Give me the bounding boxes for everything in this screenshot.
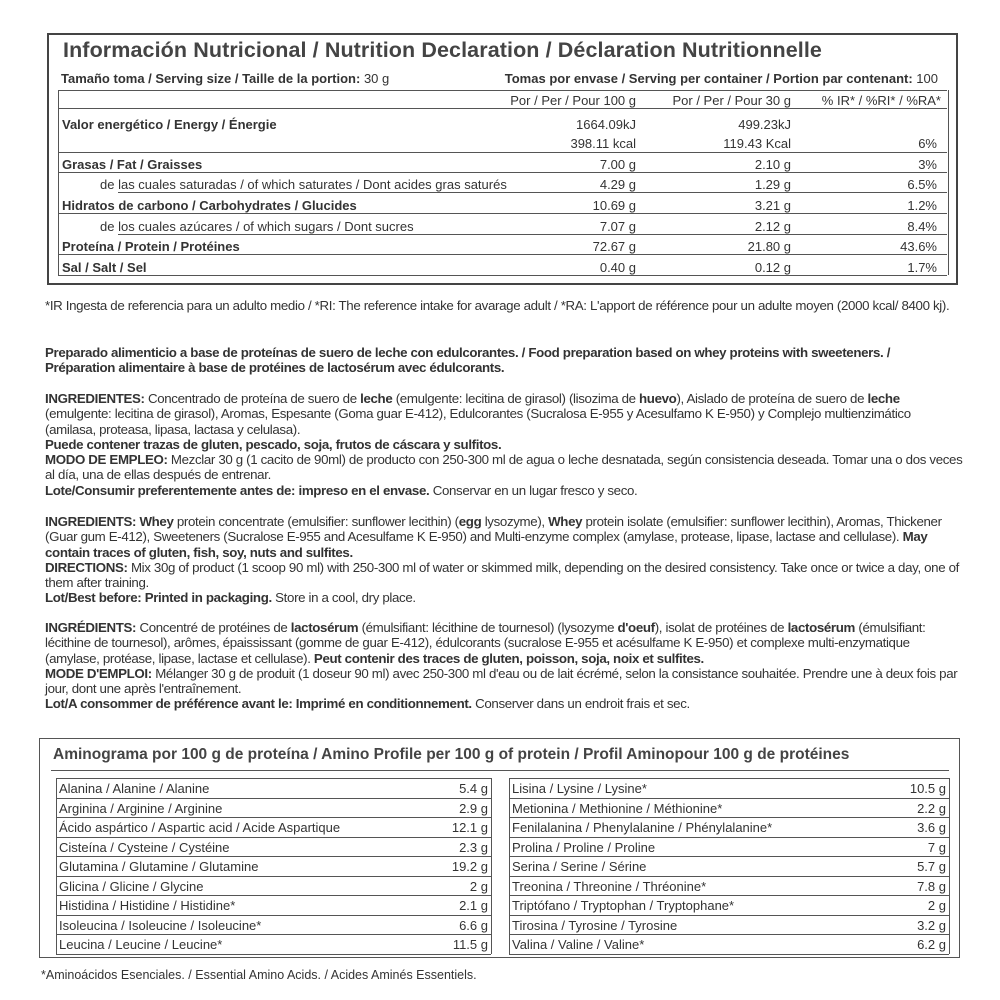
rule xyxy=(58,108,947,109)
amino-name-left-8: Leucina / Leucine / Leucine* xyxy=(59,937,223,952)
rule xyxy=(56,895,491,896)
row-fat-label: Grasas / Fat / Graisses xyxy=(62,157,203,172)
en-ingredients: INGREDIENTS: Whey protein concentrate (emulsifier: sunflower lecithin) (egg lysozyme), Whey protein isolate (emulsifier: sunflower lecithin), Aromas, Thickener (Guar gum E-412), Sweeteners (Sucralose E-955 and Acesulfame K E-950) and Multi-enzyme complex (amylase, protease, lipase, lactase and cellulase). May contain traces of gluten, fish, soy, nuts and sulfites. xyxy=(45,514,942,560)
amino-name-left-2: Ácido aspártico / Aspartic acid / Acide Aspartique xyxy=(59,820,341,835)
row-energy-kj-30g: 499.23kJ xyxy=(738,117,791,132)
preparation-statement: Preparado alimenticio a base de proteínas de suero de leche con edulcorantes. / Food preparation based on whey proteins with sweeteners. / Préparation alimentaire à base de protéines de lactosérum avec édulcorants. xyxy=(45,345,891,376)
row-carbs-label: Hidratos de carbono / Carbohydrates / Glucides xyxy=(62,198,357,213)
amino-value-left-4: 19.2 g xyxy=(451,859,488,874)
amino-value-right-4: 5.7 g xyxy=(917,859,946,874)
row-salt-30g: 0.12 g xyxy=(754,260,791,275)
row-carbs-ri: 1.2% xyxy=(907,198,937,213)
rule xyxy=(58,213,947,214)
amino-value-left-2: 12.1 g xyxy=(451,820,488,835)
rule xyxy=(509,837,949,838)
fr-lot: Lot/A consommer de préférence avant le: Imprimé en conditionnement. Conserver dans un endroit frais et sec. xyxy=(45,696,690,712)
rule xyxy=(118,192,947,193)
amino-name-left-6: Histidina / Histidine / Histidine* xyxy=(59,898,236,913)
serving-size: Tamaño toma / Serving size / Taille de la portion: 30 g xyxy=(61,71,390,86)
amino-value-left-6: 2.1 g xyxy=(459,898,488,913)
amino-name-left-0: Alanina / Alanine / Alanine xyxy=(59,781,210,796)
row-carbs-30g: 3.21 g xyxy=(754,198,791,213)
english-section xyxy=(45,514,963,606)
rule xyxy=(509,856,949,857)
col-header-100g: Por / Per / Pour 100 g xyxy=(510,93,636,108)
rule xyxy=(58,90,947,91)
servings-per-container: Tomas por envase / Serving per container / Portion par contenant: 100 xyxy=(504,71,938,86)
amino-value-left-5: 2 g xyxy=(469,878,488,894)
row-salt-ri: 1.7% xyxy=(907,260,937,275)
rule xyxy=(509,778,510,954)
rule xyxy=(949,778,950,954)
rule xyxy=(509,954,949,955)
amino-value-left-7: 6.6 g xyxy=(459,917,488,933)
row-fat-100g: 7.00 g xyxy=(599,157,636,172)
row-energy-ri: 6% xyxy=(918,136,937,151)
french-section xyxy=(45,620,963,712)
rule xyxy=(56,817,491,818)
amino-name-left-5: Glicina / Glicine / Glycine xyxy=(59,878,204,894)
amino-name-right-6: Triptófano / Tryptophan / Tryptophane* xyxy=(512,898,735,913)
row-salt-label: Sal / Salt / Sel xyxy=(62,260,147,275)
fr-ingredients: INGRÉDIENTS: Concentré de protéines de lactosérum (émulsifiant: lécithine de tournesol) (lysozyme d'oeuf), isolat de protéines de lactosérum (émulsifiant: lécithine de tournesol), arômes, épaississant (gomme de guar E-412), édulcorants (sucralose E-955 et acésulfame K E-950) et complexe multi-enzymatique (amylase, protéase, lipase, lactase et cellulase). Peut contenir des traces de gluten, poisson, soja, noix et sulfites. xyxy=(45,620,926,666)
row-energy-kj-100g: 1664.09kJ xyxy=(576,117,636,132)
rule xyxy=(56,856,491,857)
amino-value-right-7: 3.2 g xyxy=(917,917,946,933)
nutrition-title: Información Nutricional / Nutrition Declaration / Déclaration Nutritionnelle xyxy=(63,38,822,62)
fr-mode: MODE D'EMPLOI: Mélanger 30 g de produit (1 doseur 90 ml) avec 250-300 ml d'eau ou de lait écrémé, selon la consistance souhaitée. Prendre une à deux fois par jour, dont une après l'entraînement. xyxy=(45,665,958,697)
row-protein-ri: 43.6% xyxy=(900,239,937,254)
rule xyxy=(58,90,59,275)
amino-value-right-1: 2.2 g xyxy=(917,800,946,816)
row-fat-30g: 2.10 g xyxy=(754,157,791,172)
rule xyxy=(58,152,947,153)
row-sugars-ri: 8.4% xyxy=(907,219,937,234)
row-protein-label: Proteína / Protein / Protéines xyxy=(62,239,240,254)
rule xyxy=(509,798,949,799)
amino-name-left-4: Glutamina / Glutamine / Glutamine xyxy=(59,859,259,874)
reference-intake-note: *IR Ingesta de referencia para un adulto medio / *RI: The reference intake for avarage adult / *RA: L'apport de référence pour un adulte moyen (2000 kcal/ 8400 kj). xyxy=(45,298,950,313)
amino-name-right-5: Treonina / Threonine / Thréonine* xyxy=(512,878,707,894)
row-fat-ri: 3% xyxy=(918,157,937,172)
amino-name-right-1: Metionina / Methionine / Méthionine* xyxy=(512,800,723,816)
row-saturates-label: de las cuales saturadas / of which saturates / Dont acides gras saturés xyxy=(100,177,507,192)
amino-value-right-2: 3.6 g xyxy=(917,820,946,835)
row-protein-30g: 21.80 g xyxy=(747,239,791,254)
rule xyxy=(56,798,491,799)
amino-value-left-3: 2.3 g xyxy=(459,839,488,855)
amino-name-right-2: Fenilalanina / Phenylalanine / Phénylalanine* xyxy=(512,820,773,835)
es-ingredients: INGREDIENTES: Concentrado de proteína de suero de leche (emulgente: lecitina de girasol) (lisozima de huevo), Aislado de proteína de suero de leche (emulgente: lecitina de girasol), Aromas, Espesante (Goma guar E-412), Edulcorantes (Sucralosa E-955 y Acesulfamo K E-950) y Complejo multienzimático (amilasa, proteasa, lipasa, lactasa y celulasa). xyxy=(45,391,911,437)
row-energy-label: Valor energético / Energy / Énergie xyxy=(62,117,277,132)
amino-value-right-6: 2 g xyxy=(927,898,946,913)
col-header-ri: % IR* / %RI* / %RA* xyxy=(821,93,941,108)
es-lot: Lote/Consumir preferentemente antes de: impreso en el envase. Conservar en un lugar fresco y seco. xyxy=(45,482,638,498)
rule xyxy=(509,915,949,916)
spanish-section xyxy=(45,391,963,498)
amino-name-right-7: Tirosina / Tyrosine / Tyrosine xyxy=(512,917,678,933)
rule xyxy=(56,778,57,954)
rule xyxy=(51,770,949,771)
row-protein-100g: 72.67 g xyxy=(592,239,636,254)
rule xyxy=(58,275,947,276)
rule xyxy=(56,837,491,838)
en-directions: DIRECTIONS: Mix 30g of product (1 scoop 90 ml) with 250-300 ml of water or skimmed milk, depending on the desired consistency. Take once or twice a day, one of them after training. xyxy=(45,559,960,591)
amino-name-left-3: Cisteína / Cysteine / Cystéine xyxy=(59,839,230,855)
amino-name-right-3: Prolina / Proline / Proline xyxy=(512,839,656,855)
amino-profile-table xyxy=(39,738,960,958)
amino-title: Aminograma por 100 g de proteína / Amino Profile per 100 g of protein / Profil Aminopour 100 g de protéines xyxy=(53,746,850,763)
row-saturates-100g: 4.29 g xyxy=(599,177,636,192)
rule xyxy=(491,778,492,954)
amino-value-right-3: 7 g xyxy=(927,839,946,855)
row-sugars-100g: 7.07 g xyxy=(599,219,636,234)
amino-name-right-0: Lisina / Lysine / Lysine* xyxy=(512,781,647,796)
row-saturates-30g: 1.29 g xyxy=(754,177,791,192)
amino-value-left-8: 11.5 g xyxy=(452,937,488,952)
row-saturates-ri: 6.5% xyxy=(907,177,937,192)
rule xyxy=(58,254,947,255)
amino-name-left-7: Isoleucina / Isoleucine / Isoleucine* xyxy=(59,917,262,933)
rule xyxy=(509,895,949,896)
amino-value-left-1: 2.9 g xyxy=(459,800,488,816)
row-carbs-100g: 10.69 g xyxy=(592,198,636,213)
en-lot: Lot/Best before: Printed in packaging. Store in a cool, dry place. xyxy=(45,590,416,606)
rule xyxy=(509,817,949,818)
rule xyxy=(56,934,491,935)
amino-value-right-8: 6.2 g xyxy=(917,937,946,952)
row-sugars-30g: 2.12 g xyxy=(754,219,791,234)
row-sugars-label: de los cuales azúcares / of which sugars / Dont sucres xyxy=(100,219,414,234)
rule xyxy=(509,778,949,779)
amino-name-right-8: Valina / Valine / Valine* xyxy=(512,937,645,952)
rule xyxy=(948,90,949,275)
rule xyxy=(509,934,949,935)
es-mode: MODO DE EMPLEO: Mezclar 30 g (1 cacito de 90ml) de producto con 250-300 ml de agua o leche desnatada, según consistencia deseada. Tomar una o dos veces al día, una de ellas después de entrenar. xyxy=(45,452,963,483)
rule xyxy=(56,876,491,877)
rule xyxy=(58,172,947,173)
row-energy-kcal-30g: 119.43 Kcal xyxy=(723,136,791,151)
row-energy-kcal-100g: 398.11 kcal xyxy=(570,136,636,151)
row-salt-100g: 0.40 g xyxy=(599,260,636,275)
nutrition-table xyxy=(47,33,958,285)
rule xyxy=(56,778,491,779)
col-header-30g: Por / Per / Pour 30 g xyxy=(672,93,791,108)
amino-value-right-0: 10.5 g xyxy=(909,781,946,796)
essential-amino-footnote: *Aminoácidos Esenciales. / Essential Amino Acids. / Acides Aminés Essentiels. xyxy=(41,968,477,982)
es-traces: Puede contener trazas de gluten, pescado, soja, frutos de cáscara y sulfitos. xyxy=(45,436,502,452)
amino-value-right-5: 7.8 g xyxy=(917,878,946,894)
amino-name-right-4: Serina / Serine / Sérine xyxy=(512,859,647,874)
amino-name-left-1: Arginina / Arginine / Arginine xyxy=(59,800,223,816)
rule xyxy=(56,954,491,955)
rule xyxy=(56,915,491,916)
amino-value-left-0: 5.4 g xyxy=(459,781,488,796)
rule xyxy=(118,234,947,235)
rule xyxy=(509,876,949,877)
